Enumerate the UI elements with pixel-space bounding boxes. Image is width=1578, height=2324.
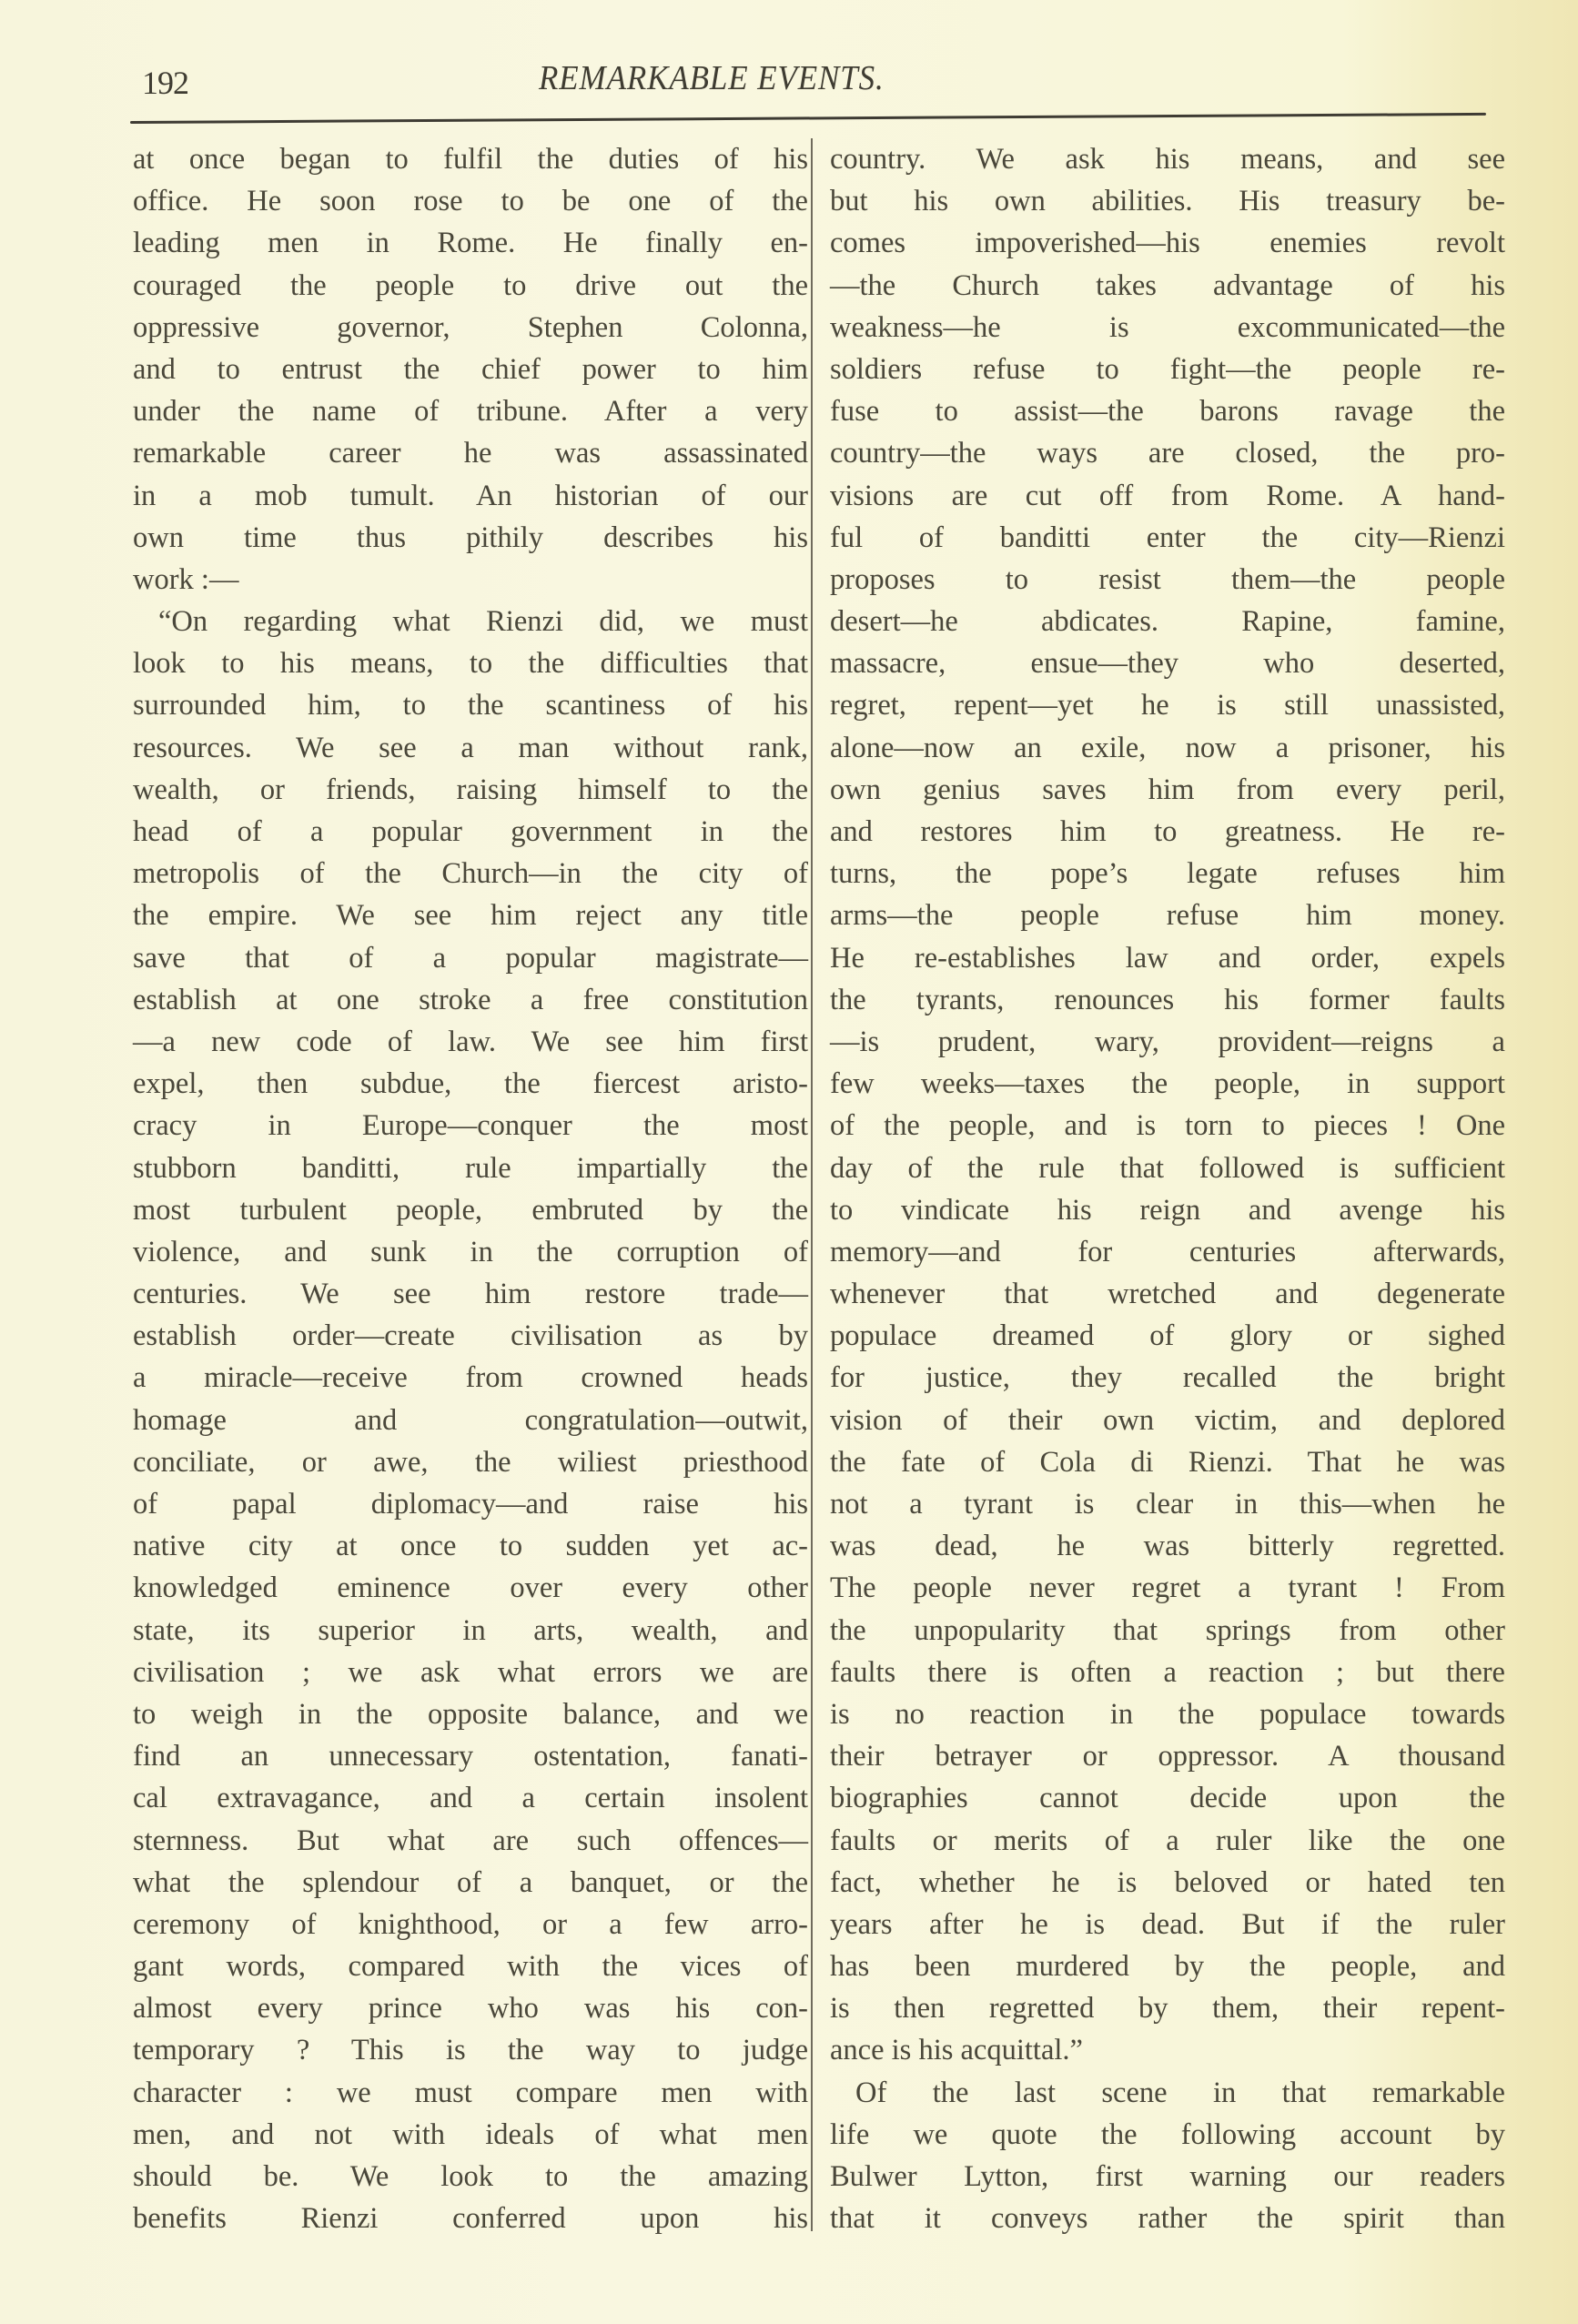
text-line: the fate of Cola di Rienzi. That he was	[830, 1445, 1505, 1479]
text-line: desert—he abdicates. Rapine, famine,	[830, 605, 1505, 639]
text-line: whenever that wretched and degenerate	[830, 1278, 1505, 1311]
text-line: populace dreamed of glory or sighed	[830, 1319, 1505, 1353]
text-line: Bulwer Lytton, first warning our readers	[830, 2160, 1505, 2193]
text-line: a miracle—receive from crowned heads	[133, 1361, 808, 1395]
text-line: arms—the people refuse him money.	[830, 899, 1505, 933]
text-line: to vindicate his reign and avenge his	[830, 1193, 1505, 1227]
text-line: knowledged eminence over every other	[133, 1571, 808, 1605]
text-line: what the splendour of a banquet, or the	[133, 1865, 808, 1899]
header-rule	[130, 113, 1486, 124]
text-line: metropolis of the Church—in the city of	[133, 857, 808, 891]
text-line: conciliate, or awe, the wiliest priesthood	[133, 1445, 808, 1479]
text-line: life we quote the following account by	[830, 2117, 1505, 2151]
text-line: centuries. We see him restore trade—	[133, 1278, 808, 1311]
text-line: massacre, ensue—they who deserted,	[830, 647, 1505, 681]
text-line: the tyrants, renounces his former faults	[830, 983, 1505, 1016]
text-line: few weeks—taxes the people, in support	[830, 1067, 1505, 1101]
text-line: to weigh in the opposite balance, and we	[133, 1697, 808, 1731]
text-line: save that of a popular magistrate—	[133, 941, 808, 975]
text-line: fact, whether he is beloved or hated ten	[830, 1865, 1505, 1899]
text-line: office. He soon rose to be one of the	[133, 185, 808, 218]
paragraph-start-line: Of the last scene in that remarkable	[855, 2076, 1505, 2109]
text-line: vision of their own victim, and deplored	[830, 1403, 1505, 1437]
text-line: —is prudent, wary, provident—reigns a	[830, 1025, 1505, 1058]
text-line: country—the ways are closed, the pro-	[830, 437, 1505, 470]
text-line: fuse to assist—the barons ravage the	[830, 395, 1505, 429]
text-line: at once began to fulfil the duties of his	[133, 143, 808, 176]
text-line: but his own abilities. His treasury be-	[830, 185, 1505, 218]
text-line: the unpopularity that springs from other	[830, 1613, 1505, 1647]
running-head	[127, 56, 1492, 111]
text-line: has been murdered by the people, and	[830, 1950, 1505, 1984]
text-line: state, its superior in arts, wealth, and	[133, 1613, 808, 1647]
text-line: wealth, or friends, raising himself to the	[133, 773, 808, 806]
right-column	[830, 138, 1505, 2239]
text-line: establish order—create civilisation as by	[133, 1319, 808, 1353]
left-column	[133, 138, 808, 2239]
text-line: visions are cut off from Rome. A hand-	[830, 479, 1505, 512]
text-line: their betrayer or oppressor. A thousand	[830, 1740, 1505, 1773]
text-line: biographies cannot decide upon the	[830, 1782, 1505, 1815]
text-line: almost every prince who was his con-	[133, 1992, 808, 2026]
page-number: 192	[142, 65, 188, 101]
text-line: couraged the people to drive out the	[133, 268, 808, 302]
text-line: comes impoverished—his enemies revolt	[830, 227, 1505, 260]
text-line: men, and not with ideals of what men	[133, 2117, 808, 2151]
text-line: of papal diplomacy—and raise his	[133, 1488, 808, 1521]
text-line: ful of banditti enter the city—Rienzi	[830, 520, 1505, 554]
text-line: ceremony of knighthood, or a few arro-	[133, 1907, 808, 1941]
text-line: years after he is dead. But if the ruler	[830, 1907, 1505, 1941]
text-line: not a tyrant is clear in this—when he	[830, 1488, 1505, 1521]
text-line: —a new code of law. We see him first	[133, 1025, 808, 1058]
text-line: native city at once to sudden yet ac-	[133, 1530, 808, 1563]
text-line: should be. We look to the amazing	[133, 2160, 808, 2193]
text-line: for justice, they recalled the bright	[830, 1361, 1505, 1395]
text-line: head of a popular government in the	[133, 815, 808, 848]
text-line: memory—and for centuries afterwards,	[830, 1235, 1505, 1268]
text-line: soldiers refuse to fight—the people re-	[830, 352, 1505, 386]
text-line: character : we must compare men with	[133, 2076, 808, 2109]
text-line: The people never regret a tyrant ! From	[830, 1571, 1505, 1605]
text-line: the empire. We see him reject any title	[133, 899, 808, 933]
text-line: gant words, compared with the vices of	[133, 1950, 808, 1984]
text-line: turns, the pope’s legate refuses him	[830, 857, 1505, 891]
text-line: civilisation ; we ask what errors we are	[133, 1655, 808, 1689]
text-line: resources. We see a man without rank,	[133, 731, 808, 764]
text-line: alone—now an exile, now a prisoner, his	[830, 731, 1505, 764]
text-line: is no reaction in the populace towards	[830, 1697, 1505, 1731]
text-line: violence, and sunk in the corruption of	[133, 1235, 808, 1268]
text-line: He re-establishes law and order, expels	[830, 941, 1505, 975]
text-line: oppressive governor, Stephen Colonna,	[133, 310, 808, 344]
text-line: faults or merits of a ruler like the one	[830, 1824, 1505, 1857]
running-title: REMARKABLE EVENTS.	[539, 59, 885, 97]
quote-start-line: “On regarding what Rienzi did, we must	[158, 605, 808, 639]
text-line: leading men in Rome. He finally en-	[133, 227, 808, 260]
text-line: expel, then subdue, the fiercest aristo-	[133, 1067, 808, 1101]
text-line: cal extravagance, and a certain insolent	[133, 1782, 808, 1815]
text-line: day of the rule that followed is sufficient	[830, 1151, 1505, 1185]
text-line: under the name of tribune. After a very	[133, 395, 808, 429]
text-line: remarkable career he was assassinated	[133, 437, 808, 470]
text-line: and to entrust the chief power to him	[133, 352, 808, 386]
text-line: country. We ask his means, and see	[830, 143, 1505, 176]
text-line: surrounded him, to the scantiness of his	[133, 689, 808, 722]
text-line: work :—	[133, 562, 239, 596]
column-divider	[811, 138, 813, 2231]
text-line: and restores him to greatness. He re-	[830, 815, 1505, 848]
text-line: find an unnecessary ostentation, fanati-	[133, 1740, 808, 1773]
quote-end-line: ance is his acquittal.”	[830, 2034, 1083, 2067]
text-line: faults there is often a reaction ; but there	[830, 1655, 1505, 1689]
text-line: is then regretted by them, their repent-	[830, 1992, 1505, 2026]
text-line: own time thus pithily describes his	[133, 520, 808, 554]
text-line: in a mob tumult. An historian of our	[133, 479, 808, 512]
text-line: own genius saves him from every peril,	[830, 773, 1505, 806]
text-line: establish at one stroke a free constitution	[133, 983, 808, 1016]
text-line: weakness—he is excommunicated—the	[830, 310, 1505, 344]
text-line: of the people, and is torn to pieces ! One	[830, 1109, 1505, 1143]
text-line: temporary ? This is the way to judge	[133, 2034, 808, 2067]
text-line: stubborn banditti, rule impartially the	[133, 1151, 808, 1185]
text-line: proposes to resist them—the people	[830, 562, 1505, 596]
text-line: most turbulent people, embruted by the	[133, 1193, 808, 1227]
text-line: sternness. But what are such offences—	[133, 1824, 808, 1857]
text-line: look to his means, to the difficulties that	[133, 647, 808, 681]
text-line: cracy in Europe—conquer the most	[133, 1109, 808, 1143]
text-line: benefits Rienzi conferred upon his	[133, 2202, 808, 2236]
text-line: regret, repent—yet he is still unassisted,	[830, 689, 1505, 722]
text-line: homage and congratulation—outwit,	[133, 1403, 808, 1437]
text-line: was dead, he was bitterly regretted.	[830, 1530, 1505, 1563]
text-line: —the Church takes advantage of his	[830, 268, 1505, 302]
text-line: that it conveys rather the spirit than	[830, 2202, 1505, 2236]
